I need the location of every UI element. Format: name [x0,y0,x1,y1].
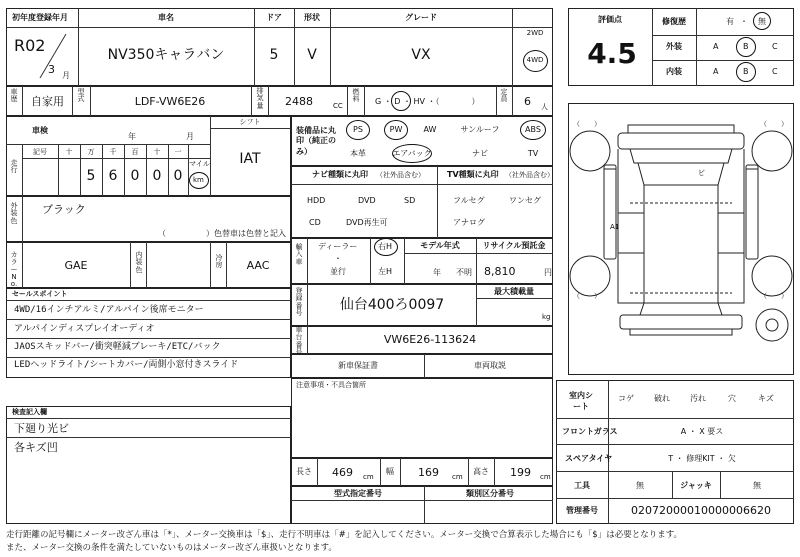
warranty-label: 新車保証書 [338,361,378,370]
bracket-fl: （ ） [573,120,601,128]
repaint-note: （ ）色替車は色替と記入 [158,229,286,238]
digit-4: 0 [130,168,140,184]
digit-6: 0 [173,168,183,184]
model-value: LDF-VW6E26 [134,95,206,108]
equip-navi: ナビ [472,149,488,158]
import-label: 輸入車 [295,243,303,266]
tv-analog: アナログ [453,218,485,227]
shape-value: V [307,47,317,63]
mile-label: マイル [189,160,210,168]
fuel-label: 燃料 [352,88,360,104]
grade-value: VX [411,47,431,63]
left-h: 左H [378,267,393,276]
manual-label: 車両取説 [474,361,506,370]
aircon-label: 冷房 [215,254,223,270]
length-value: 469 [332,466,353,479]
exterior-c: C [772,42,778,51]
length-label: 長さ [296,467,312,476]
equip-pw: PW [389,125,403,134]
seat-label: 室内シート [569,391,593,412]
score-label: 評価点 [598,15,622,24]
spare-label: スペアタイヤ [565,454,613,463]
navi-title-note: （社外品含む） [376,171,425,179]
windshield-value: A ・ X 要ス [680,427,724,436]
selling-point-3: JAOSスキッドバー/衝突軽減ブレーキ/ETC/バック [14,342,221,352]
digit-label-5: 十 [153,148,161,156]
displacement-label: 排気量 [256,87,264,110]
capacity-label: 定員 [500,88,508,104]
selling-point-1: 4WD/16インチアルミ/アルパイン後席モニター [14,305,204,315]
seat-item-tear: 破れ [654,394,670,403]
equip-aw: AW [423,125,437,134]
drive-4wd: 4WD [526,56,544,64]
model-year-label: モデル年式 [420,241,460,250]
capacity-value: 6 [524,95,531,108]
equip-ps: PS [353,125,363,134]
drive-2wd: 2WD [526,29,544,37]
equip-leather: 本革 [350,149,366,158]
navi-dvd-play: DVD再生可 [346,218,388,227]
inspector-line-2: 各キズ凹 [14,441,58,454]
model-label: 型式 [77,88,85,104]
displacement-value: 2488 [285,95,313,108]
spare-value: T ・ 修理KIT ・ 欠 [668,454,736,463]
equip-tv: TV [527,149,539,158]
tv-fullseg: フルセグ [453,196,485,205]
tv-title-note: （社外品含む） [505,171,554,179]
equipment-label: 装備品に丸印（純正のみ） [296,126,336,156]
max-load-label: 最大積載量 [494,287,534,296]
width-cm: cm [452,473,463,481]
aircon-value: AAC [246,259,270,272]
import-dot: ・ [334,254,342,263]
inspector-line-1: 下廻り光ビ [14,422,69,435]
inspection-year-unit: 年 [128,132,136,141]
selling-point-4: LEDヘッドライト/シートカバー/両側小窓付きスライド [14,360,239,370]
navi-dvd: DVD [358,196,376,205]
shape-label: 形状 [304,13,320,22]
equip-abs: ABS [525,125,541,134]
notes-box [291,378,553,458]
navi-title: ナビ種類に丸印 [312,170,368,179]
navi-cd: CD [309,218,321,227]
repair-label: 修復歴 [662,17,686,26]
repair-no: 無 [758,17,766,26]
doors-value: 5 [269,47,279,63]
exterior-b: B [743,42,749,51]
color-code: GAE [64,259,88,272]
plate-value: 仙台400ろ0097 [339,297,445,313]
navi-sd: SD [404,196,416,205]
interior-b: B [743,67,749,76]
model-year-unknown: 不明 [456,268,472,277]
seat-item-stain: 汚れ [690,394,706,403]
cc-unit: CC [333,102,343,110]
height-label: 高さ [473,467,489,476]
month-unit: 月 [62,71,70,80]
seat-item-koge: コゲ [618,394,634,403]
grade-label: グレード [405,13,437,22]
repair-dot: ・ [740,17,748,26]
footer-line-2: また、メーター交換の条件を満たしていないものはメーター改ざん車扱いとなります。 [6,543,337,553]
chassis-label: 車台番号 [295,326,303,357]
kg-unit: kg [542,313,551,321]
inspector-label: 検査記入欄 [12,408,47,416]
notes-label: 注意事項・不具合箇所 [296,381,366,389]
right-h: 右H [378,242,393,251]
exterior-label: 外装 [666,42,682,51]
mark-bi: ビ [698,169,705,177]
tv-title: TV種類に丸印 [447,170,499,179]
digit-label-4: 百 [131,148,139,156]
reg-year-label: 初年度登録年月 [12,13,68,22]
seat-item-scratch: キズ [758,394,774,403]
docs-box [291,354,553,378]
bracket-rr: （ ） [760,292,788,300]
yen-unit: 円 [544,268,552,277]
color-label: 外装色 [10,202,18,225]
plate-label: 登録番号 [295,287,303,318]
repair-yes: 有 [726,17,734,26]
import-parallel: 並行 [330,267,346,276]
recycle-value: 8,810 [484,265,516,278]
bracket-rl: （ ） [573,292,601,300]
km-label: km [193,176,204,184]
width-value: 169 [418,466,439,479]
person-unit: 人 [541,103,548,111]
tools-label: 工具 [574,481,590,490]
chassis-value: VW6E26-113624 [383,333,477,346]
navi-hdd: HDD [307,196,326,205]
jack-label: ジャッキ [680,481,712,490]
windshield-label: フロントガラス [562,427,618,436]
digit-3: 6 [108,168,118,184]
selling-point-2: アルパインディスプレイオーディオ [14,324,155,334]
fuel-options: G ・ D ・ HV ・（ ） [375,97,480,106]
height-value: 199 [510,466,531,479]
interior-a: A [713,67,719,76]
score-value: 4.5 [587,37,637,70]
reg-month-value: 3 [48,63,55,76]
digit-label-6: 一 [174,148,182,156]
control-value: 02072000010000006620 [631,504,771,517]
color-value: ブラック [42,203,86,216]
model-year-unit: 年 [433,268,441,277]
car-name-label: 車名 [158,13,174,22]
class-label: 類別区分番号 [466,489,514,498]
recycle-label: リサイクル預託金 [482,241,546,250]
equip-sunroof: サンルーフ [460,125,500,134]
selling-points-label: セールスポイント [12,290,68,298]
mileage-label: 走行 [10,159,18,175]
length-cm: cm [363,473,374,481]
bracket-fr: （ ） [760,120,788,128]
type-label: 型式指定番号 [334,489,382,498]
interior-c: C [772,67,778,76]
interior-label: 内装 [666,67,682,76]
digit-label-2: 万 [87,148,95,156]
shift-value: IAT [239,151,261,167]
color-code-label: カラーNo. [10,251,18,289]
reg-year-value: R02 [14,36,46,55]
digit-label-3: 千 [109,148,117,156]
door-label: ドア [266,13,282,22]
car-diagram [568,103,794,375]
mark-a1: A1 [610,223,620,231]
exterior-a: A [713,42,719,51]
import-dealer: ディーラー [318,242,358,251]
jack-value: 無 [753,481,761,490]
digit-2: 5 [86,168,96,184]
control-label: 管理番号 [566,506,598,515]
interior-color-label: 内装色 [135,251,143,274]
symbol-label: 記号 [33,148,47,156]
fuel-diesel-circle [391,91,411,111]
inspection-label: 車検 [32,126,48,135]
seat-item-hole: 穴 [728,394,736,403]
inspection-month-unit: 月 [186,132,194,141]
height-cm: cm [540,473,551,481]
purpose-value: 自家用 [31,95,64,108]
digit-label-1: 十 [65,148,73,156]
equip-airbag: エアバック [392,149,432,158]
tools-value: 無 [636,481,644,490]
shift-label: シフト [239,118,261,126]
tv-oneseg: ワンセグ [509,196,541,205]
footer-line-1: 走行距離の記号欄にメーター改ざん車は「*」、メーター交換車は「$」、走行不明車は「#」を記入してください。メーター交換で合算表示した場合にも「$」は必要となります。 [6,530,683,540]
width-label: 幅 [386,467,394,476]
car-name-value: NV350キャラバン [107,47,225,63]
digit-5: 0 [152,168,162,184]
purpose-label: 車歴 [10,88,18,104]
